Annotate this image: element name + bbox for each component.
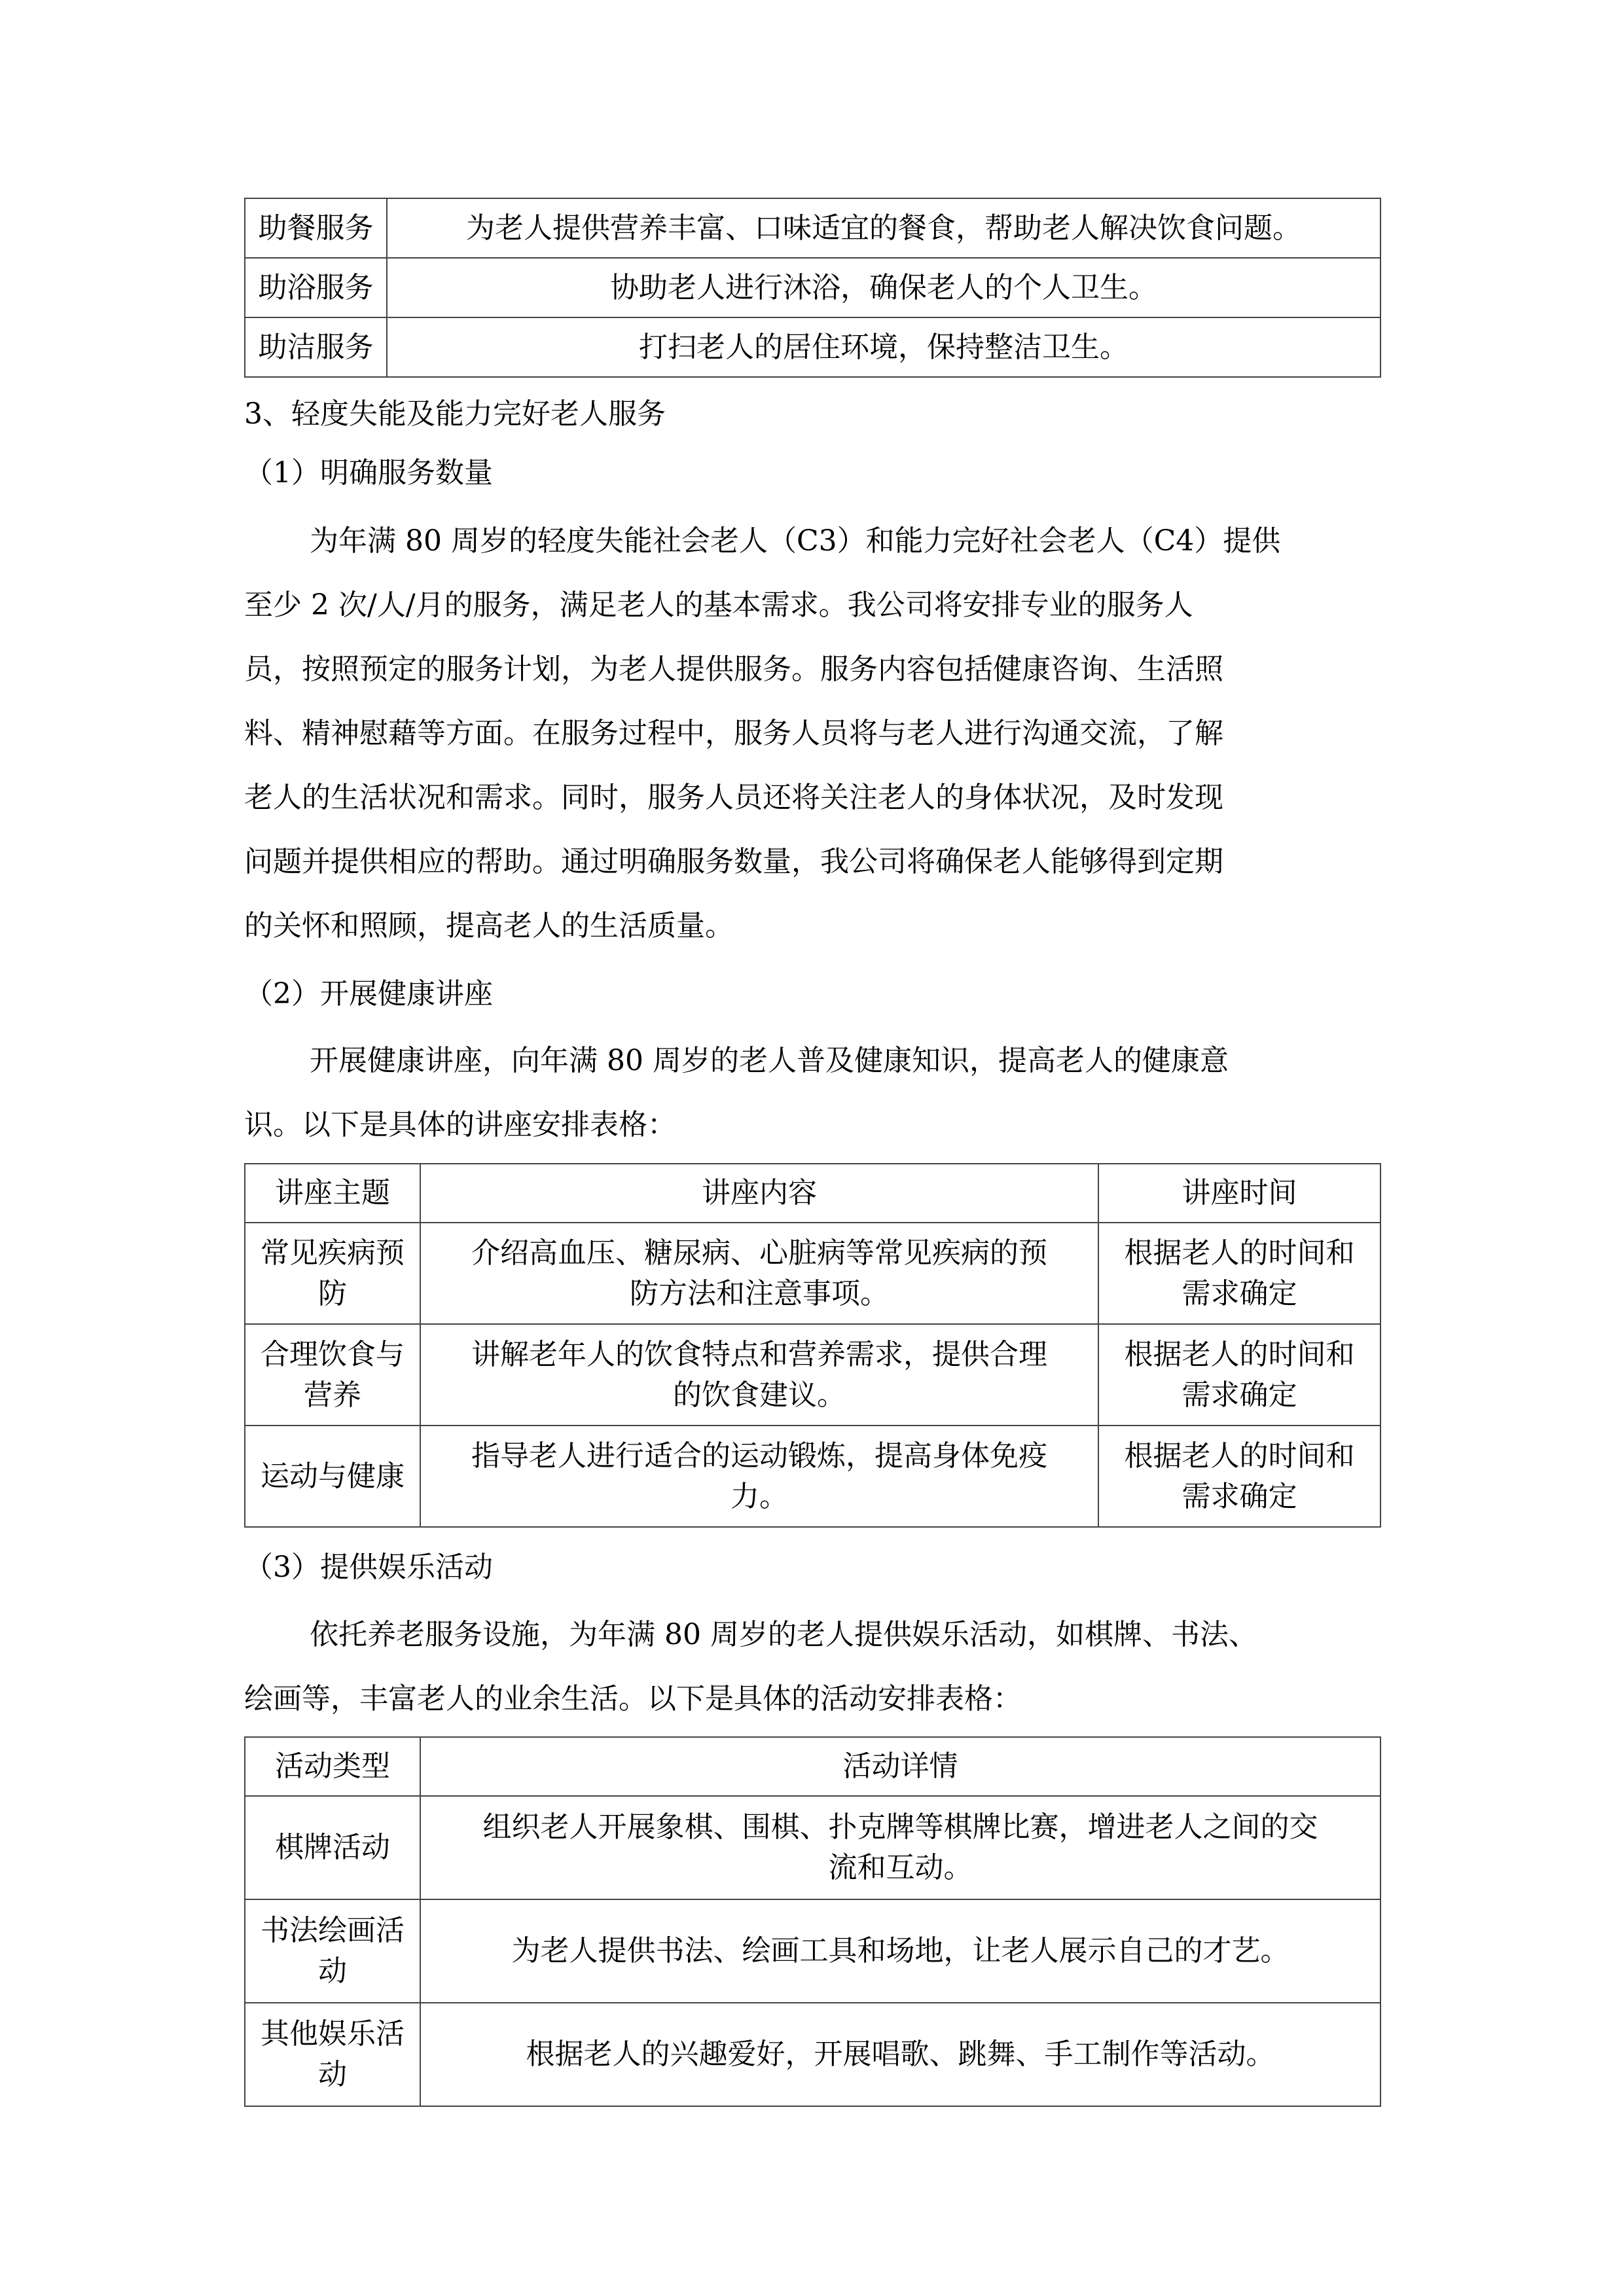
table-header-row bbox=[245, 1164, 1380, 1223]
cell-line: 的饮食建议。 bbox=[673, 1378, 846, 1412]
service-name: 助餐服务 bbox=[245, 198, 387, 258]
paragraph-line: 绘画等，丰富老人的业余生活。以下是具体的活动安排表格： bbox=[244, 1682, 1022, 1715]
lecture-topic bbox=[245, 1426, 420, 1527]
service-desc: 协助老人进行沐浴，确保老人的个人卫生。 bbox=[387, 258, 1380, 317]
table-row bbox=[245, 198, 1380, 258]
paragraph-line: 为年满 80 周岁的轻度失能社会老人（C3）和能力完好社会老人（C4）提供 bbox=[310, 524, 1281, 558]
paragraph-line: 员，按照预定的服务计划，为老人提供服务。服务内容包括健康咨询、生活照 bbox=[244, 653, 1223, 686]
paragraph bbox=[244, 1029, 1380, 1157]
lecture-topic bbox=[245, 1223, 420, 1324]
cell-line: 营养 bbox=[304, 1378, 361, 1412]
column-header: 讲座时间 bbox=[1098, 1164, 1380, 1223]
table-row bbox=[245, 1899, 1380, 2003]
cell-line: 根据老人的时间和 bbox=[1124, 1439, 1355, 1473]
cell-line: 介绍高血压、糖尿病、心脏病等常见疾病的预 bbox=[471, 1236, 1047, 1270]
service-name: 助洁服务 bbox=[245, 317, 387, 377]
cell-line: 动 bbox=[318, 1954, 347, 1988]
paragraph bbox=[244, 509, 1380, 958]
table-header-row bbox=[245, 1737, 1380, 1796]
column-header: 活动类型 bbox=[245, 1737, 420, 1796]
table-row bbox=[245, 317, 1380, 377]
table-row bbox=[245, 1223, 1380, 1324]
paragraph-line: 料、精神慰藉等方面。在服务过程中，服务人员将与老人进行沟通交流，了解 bbox=[244, 717, 1223, 750]
cell-line: 常见疾病预 bbox=[261, 1236, 405, 1270]
cell-line: 防 bbox=[318, 1276, 347, 1310]
activity-detail bbox=[420, 1796, 1380, 1899]
cell-line: 讲解老年人的饮食特点和营养需求，提供合理 bbox=[471, 1337, 1047, 1371]
cell-line: 根据老人的兴趣爱好，开展唱歌、跳舞、手工制作等活动。 bbox=[526, 2037, 1275, 2071]
cell-line: 动 bbox=[318, 2058, 347, 2091]
table-row bbox=[245, 1324, 1380, 1426]
table-row bbox=[245, 258, 1380, 317]
table-row bbox=[245, 1796, 1380, 1899]
table-row bbox=[245, 1426, 1380, 1527]
cell-line: 书法绘画活 bbox=[261, 1914, 405, 1947]
activity-detail bbox=[420, 1899, 1380, 2003]
activity-type bbox=[245, 1796, 420, 1899]
cell-line: 根据老人的时间和 bbox=[1124, 1337, 1355, 1371]
service-desc: 打扫老人的居住环境，保持整洁卫生。 bbox=[387, 317, 1380, 377]
cell-line: 指导老人进行适合的运动锻炼，提高身体免疫 bbox=[471, 1439, 1047, 1473]
cell-line: 力。 bbox=[731, 1479, 788, 1513]
service-table bbox=[244, 198, 1380, 378]
activity-detail bbox=[420, 2003, 1380, 2106]
subsection-heading: （2）开展健康讲座 bbox=[244, 977, 493, 1011]
column-header: 活动详情 bbox=[420, 1737, 1380, 1796]
lecture-time bbox=[1098, 1223, 1380, 1324]
paragraph-line: 依托养老服务设施，为年满 80 周岁的老人提供娱乐活动，如棋牌、书法、 bbox=[310, 1618, 1257, 1651]
paragraph-line: 老人的生活状况和需求。同时，服务人员还将关注老人的身体状况，及时发现 bbox=[244, 781, 1223, 814]
lecture-time bbox=[1098, 1426, 1380, 1527]
activity-type bbox=[245, 2003, 420, 2106]
section-heading: 3、轻度失能及能力完好老人服务 bbox=[244, 397, 666, 431]
cell-line: 棋牌活动 bbox=[275, 1831, 390, 1864]
cell-line: 为老人提供书法、绘画工具和场地，让老人展示自己的才艺。 bbox=[511, 1934, 1290, 1967]
cell-line: 其他娱乐活 bbox=[261, 2017, 405, 2051]
paragraph-line: 识。以下是具体的讲座安排表格： bbox=[244, 1108, 676, 1141]
service-name: 助浴服务 bbox=[245, 258, 387, 317]
table-row bbox=[245, 2003, 1380, 2106]
lecture-content bbox=[420, 1426, 1098, 1527]
service-desc: 为老人提供营养丰富、口味适宜的餐食，帮助老人解决饮食问题。 bbox=[387, 198, 1380, 258]
lecture-table bbox=[244, 1163, 1380, 1528]
paragraph-line: 的关怀和照顾，提高老人的生活质量。 bbox=[244, 909, 734, 942]
cell-line: 根据老人的时间和 bbox=[1124, 1236, 1355, 1270]
paragraph-line: 问题并提供相应的帮助。通过明确服务数量，我公司将确保老人能够得到定期 bbox=[244, 845, 1223, 878]
cell-line: 防方法和注意事项。 bbox=[630, 1276, 889, 1310]
subsection-heading: （3）提供娱乐活动 bbox=[244, 1551, 493, 1584]
paragraph bbox=[244, 1603, 1380, 1731]
column-header: 讲座内容 bbox=[420, 1164, 1098, 1223]
cell-line: 需求确定 bbox=[1182, 1479, 1297, 1513]
cell-line: 需求确定 bbox=[1182, 1378, 1297, 1412]
lecture-topic bbox=[245, 1324, 420, 1426]
cell-line: 合理饮食与 bbox=[261, 1337, 405, 1371]
activity-type bbox=[245, 1899, 420, 2003]
activity-table bbox=[244, 1736, 1380, 2107]
cell-line: 运动与健康 bbox=[261, 1459, 405, 1493]
lecture-time bbox=[1098, 1324, 1380, 1426]
lecture-content bbox=[420, 1324, 1098, 1426]
cell-line: 流和互动。 bbox=[828, 1851, 973, 1884]
lecture-content bbox=[420, 1223, 1098, 1324]
cell-line: 需求确定 bbox=[1182, 1276, 1297, 1310]
paragraph-line: 开展健康讲座，向年满 80 周岁的老人普及健康知识，提高老人的健康意 bbox=[310, 1044, 1229, 1077]
column-header: 讲座主题 bbox=[245, 1164, 420, 1223]
subsection-heading: （1）明确服务数量 bbox=[244, 456, 493, 490]
cell-line: 组织老人开展象棋、围棋、扑克牌等棋牌比赛，增进老人之间的交 bbox=[482, 1810, 1318, 1844]
paragraph-line: 至少 2 次/人/月的服务，满足老人的基本需求。我公司将安排专业的服务人 bbox=[244, 588, 1193, 622]
